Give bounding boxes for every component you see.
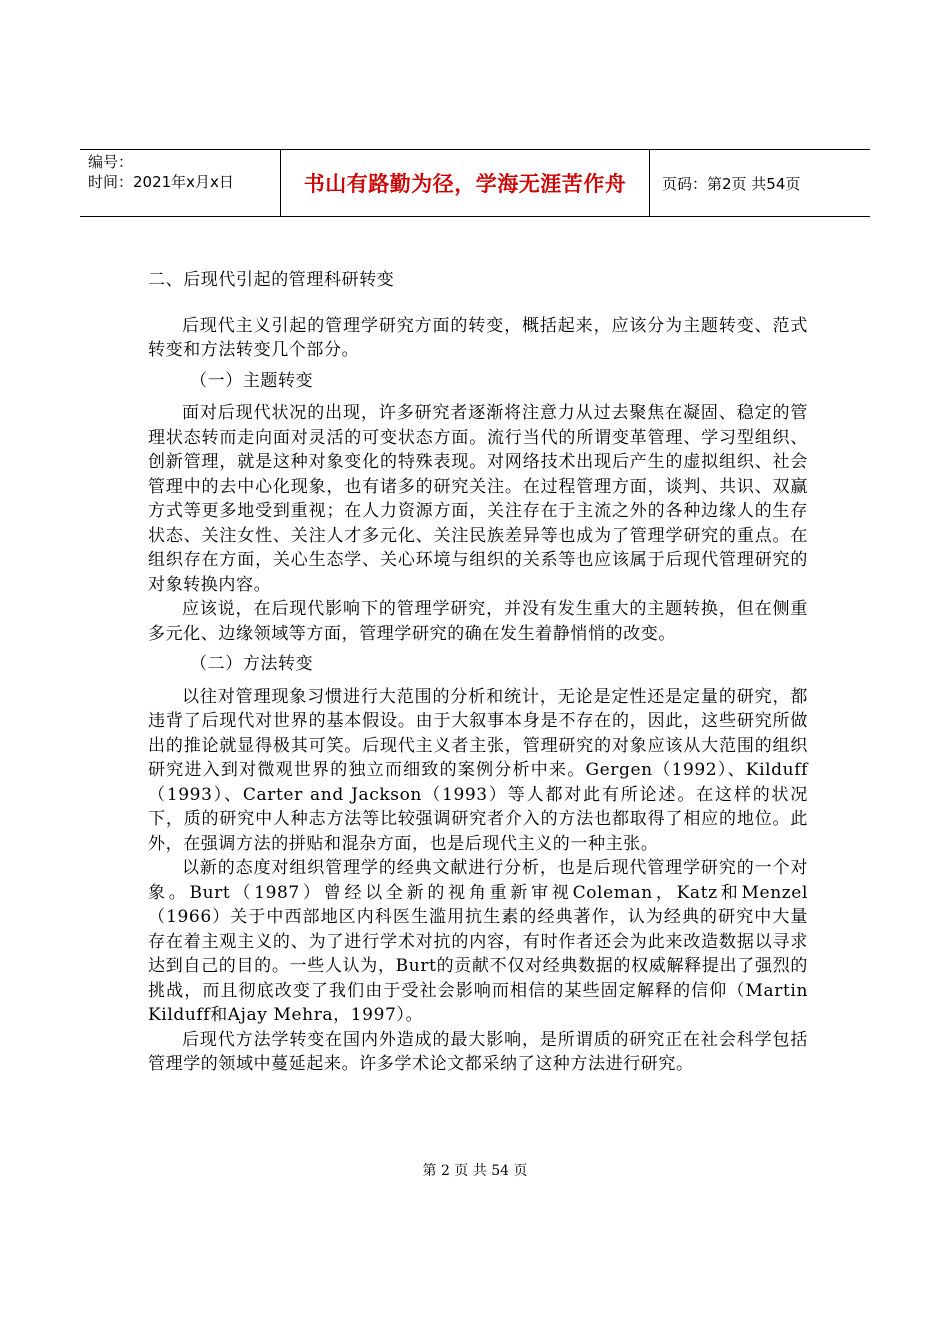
page-footer: 第 2 页 共 54 页 bbox=[422, 1163, 528, 1179]
document-header bbox=[80, 149, 870, 217]
paragraph: 面对后现代状况的出现，许多研究者逐渐将注意力从过去聚焦在凝固、稳定的管理状态转而走向面对灵活的可变状态方面。流行当代的所谓变革管理、学习型组织、创新管理，就是这种对象变化的特殊表现。对网络技术出现后产生的虚拟组织、社会管理中的去中心化现象，也有诸多的研究关注。在过程管理方面，谈判、共识、双赢方式等更多地受到重视；在人力资源方面，关注存在于主流之外的各种边缘人的生存状态、关注女性、关注人才多元化、关注民族差异等也成为了管理学研究的重点。在组织存在方面，关心生态学、关心环境与组织的关系等也应该属于后现代管理研究的对象转换内容。 bbox=[148, 403, 808, 595]
subsection-title-2: （二）方法转变 bbox=[190, 654, 314, 674]
header-motto: 书山有路勤为径，学海无涯苦作舟 bbox=[280, 150, 650, 216]
header-page-info: 页码：第2页 共54页 bbox=[662, 174, 801, 193]
document-body bbox=[148, 268, 808, 1077]
section-title: 二、后现代引起的管理科研转变 bbox=[148, 270, 395, 290]
paragraph: 应该说，在后现代影响下的管理学研究，并没有发生重大的主题转换，但在侧重多元化、边缘领域等方面，管理学研究的确在发生着静悄悄的改变。 bbox=[148, 599, 808, 644]
time-label: 时间：2021年x月x日 bbox=[88, 173, 234, 191]
number-label: 编号： bbox=[88, 153, 134, 171]
section-intro: 后现代主义引起的管理学研究方面的转变，概括起来，应该分为主题转变、范式转变和方法转变几个部分。 bbox=[148, 315, 808, 360]
header-meta bbox=[80, 150, 280, 216]
paragraph: 以往对管理现象习惯进行大范围的分析和统计，无论是定性还是定量的研究，都违背了后现代对世界的基本假设。由于大叙事本身是不存在的，因此，这些研究所做出的推论就显得极其可笑。后现代主义者主张，管理研究的对象应该从大范围的组织研究进入到对微观世界的独立而细致的案例分析中来。Gergen（1992）、Kilduff（1993）、Carter and Jackson（1993）等人都对此有所论述。在这样的状况下，质的研究中人种志方法等比较强调研究者介入的方法也都取得了相应的地位。此外，在强调方法的拼贴和混杂方面，也是后现代主义的一种主张。 bbox=[148, 686, 808, 854]
paragraph: 以新的态度对组织管理学的经典文献进行分析，也是后现代管理学研究的一个对象。Burt（1987）曾经以全新的视角重新审视Coleman，Katz和Menzel（1966）关于中西部地区内科医生滥用抗生素的经典著作，认为经典的研究中大量存在着主观主义的、为了进行学术对抗的内容，有时作者还会为此来改造数据以寻求达到自己的目的。一些人认为，Burt的贡献不仅对经典数据的权威解释提出了强烈的挑战，而且彻底改变了我们由于受社会影响而相信的某些固定解释的信仰（Martin Kilduff和Ajay Mehra，1997）。 bbox=[148, 858, 808, 1025]
paragraph: 后现代方法学转变在国内外造成的最大影响，是所谓质的研究正在社会科学包括管理学的领域中蔓延起来。许多学术论文都采纳了这种方法进行研究。 bbox=[148, 1029, 808, 1074]
subsection-title-1: （一）主题转变 bbox=[190, 370, 314, 391]
